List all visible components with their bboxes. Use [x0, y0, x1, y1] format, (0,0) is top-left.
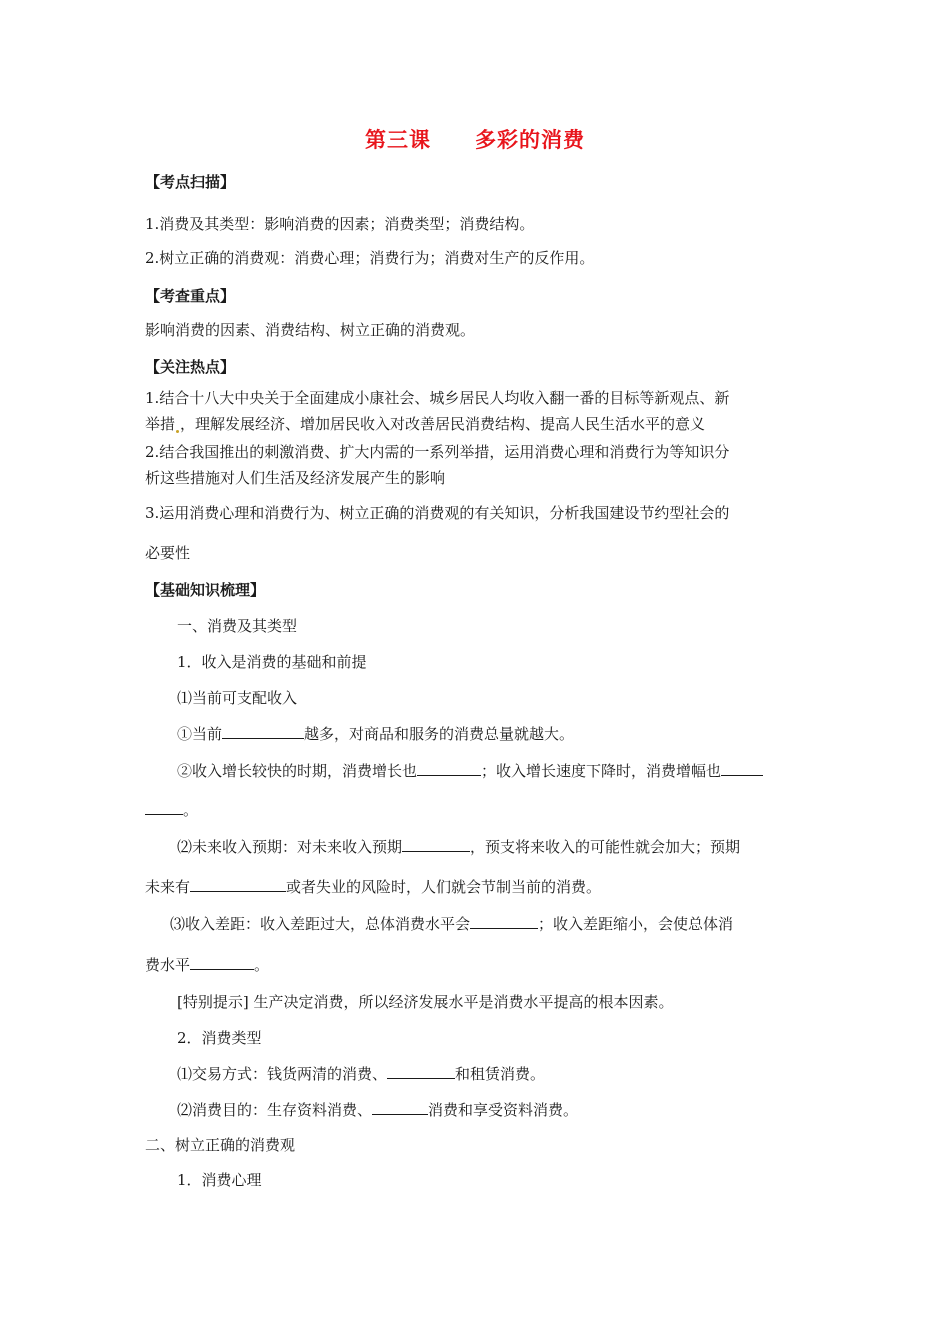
- fill-line-c1: ①当前 越多，对商品和服务的消费总量就越大。: [177, 725, 575, 743]
- fill-line-f2: 未来有 或者失业的风险时，人们就会节制当前的消费。: [145, 878, 602, 896]
- point-2-title: 2．消费类型: [177, 1029, 262, 1047]
- answer-blank[interactable]: [190, 877, 286, 892]
- special-tip: [特别提示] 生产决定消费，所以经济发展水平是消费水平提高的根本因素。: [177, 993, 674, 1011]
- subpoint-1-title: ⑴当前可支配收入: [177, 689, 298, 707]
- kaocha-text: 影响消费的因素、消费结构、树立正确的消费观。: [145, 321, 476, 339]
- redian-item-2-line-2: 析这些措施对人们生活及经济发展产生的影响: [145, 469, 446, 487]
- kaodian-item-1: 1.消费及其类型：影响消费的因素；消费类型；消费结构。: [145, 215, 535, 233]
- heading-kaodian: 【考点扫描】: [145, 173, 236, 191]
- answer-blank[interactable]: [387, 1064, 455, 1079]
- fill-line-g2: 费水平 。: [145, 956, 270, 974]
- answer-blank[interactable]: [470, 914, 538, 929]
- section-2-title: 二、树立正确的消费观: [145, 1136, 296, 1154]
- answer-blank[interactable]: [402, 837, 470, 852]
- page-title: [0, 124, 950, 154]
- section-1-title: 一、消费及其类型: [177, 617, 298, 635]
- answer-blank[interactable]: [145, 800, 183, 815]
- fill-line-t2: ⑵消费目的：生存资料消费、 消费和享受资料消费。: [177, 1101, 579, 1119]
- section-2-point-1: 1．消费心理: [177, 1171, 262, 1189]
- redian-item-3-line-1: 3.运用消费心理和消费行为、树立正确的消费观的有关知识，分析我国建设节约型社会的: [145, 504, 730, 522]
- answer-blank[interactable]: [190, 955, 254, 970]
- fill-line-c2: ②收入增长较快的时期，消费增长也 ；收入增长速度下降时，消费增幅也: [177, 761, 763, 781]
- answer-blank[interactable]: [372, 1100, 428, 1115]
- heading-kaocha: 【考查重点】: [145, 287, 236, 305]
- fill-line-c2-cont: 。: [145, 800, 198, 820]
- redian-item-1-line-2: 举措 ，理解发展经济、增加居民收入对改善居民消费结构、提高人民生活水平的意义: [145, 415, 706, 433]
- heading-redian: 【关注热点】: [145, 358, 236, 376]
- kaodian-item-2: 2.树立正确的消费观：消费心理；消费行为；消费对生产的反作用。: [145, 249, 595, 267]
- answer-blank[interactable]: [222, 724, 304, 739]
- answer-blank[interactable]: [721, 761, 763, 776]
- answer-blank[interactable]: [417, 761, 481, 776]
- mark-dot: [176, 430, 179, 433]
- fill-line-g1: ⑶收入差距：收入差距过大，总体消费水平会 ；收入差距缩小，会使总体消: [170, 915, 734, 933]
- redian-item-2-line-1: 2.结合我国推出的刺激消费、扩大内需的一系列举措，运用消费心理和消费行为等知识分: [145, 443, 730, 461]
- heading-jichu: 【基础知识梳理】: [145, 581, 266, 599]
- redian-item-1-line-1: 1.结合十八大中央关于全面建成小康社会、城乡居民人均收入翻一番的目标等新观点、新: [145, 389, 730, 407]
- fill-line-f1: ⑵未来收入预期：对未来收入预期 ，预支将来收入的可能性就会加大；预期: [177, 838, 741, 856]
- title-lesson: 第三课: [365, 128, 431, 152]
- fill-line-t1: ⑴交易方式：钱货两清的消费、 和租赁消费。: [177, 1065, 546, 1083]
- point-1-title: 1．收入是消费的基础和前提: [177, 653, 367, 671]
- title-topic: 多彩的消费: [475, 128, 585, 152]
- redian-item-3-line-2: 必要性: [145, 544, 191, 562]
